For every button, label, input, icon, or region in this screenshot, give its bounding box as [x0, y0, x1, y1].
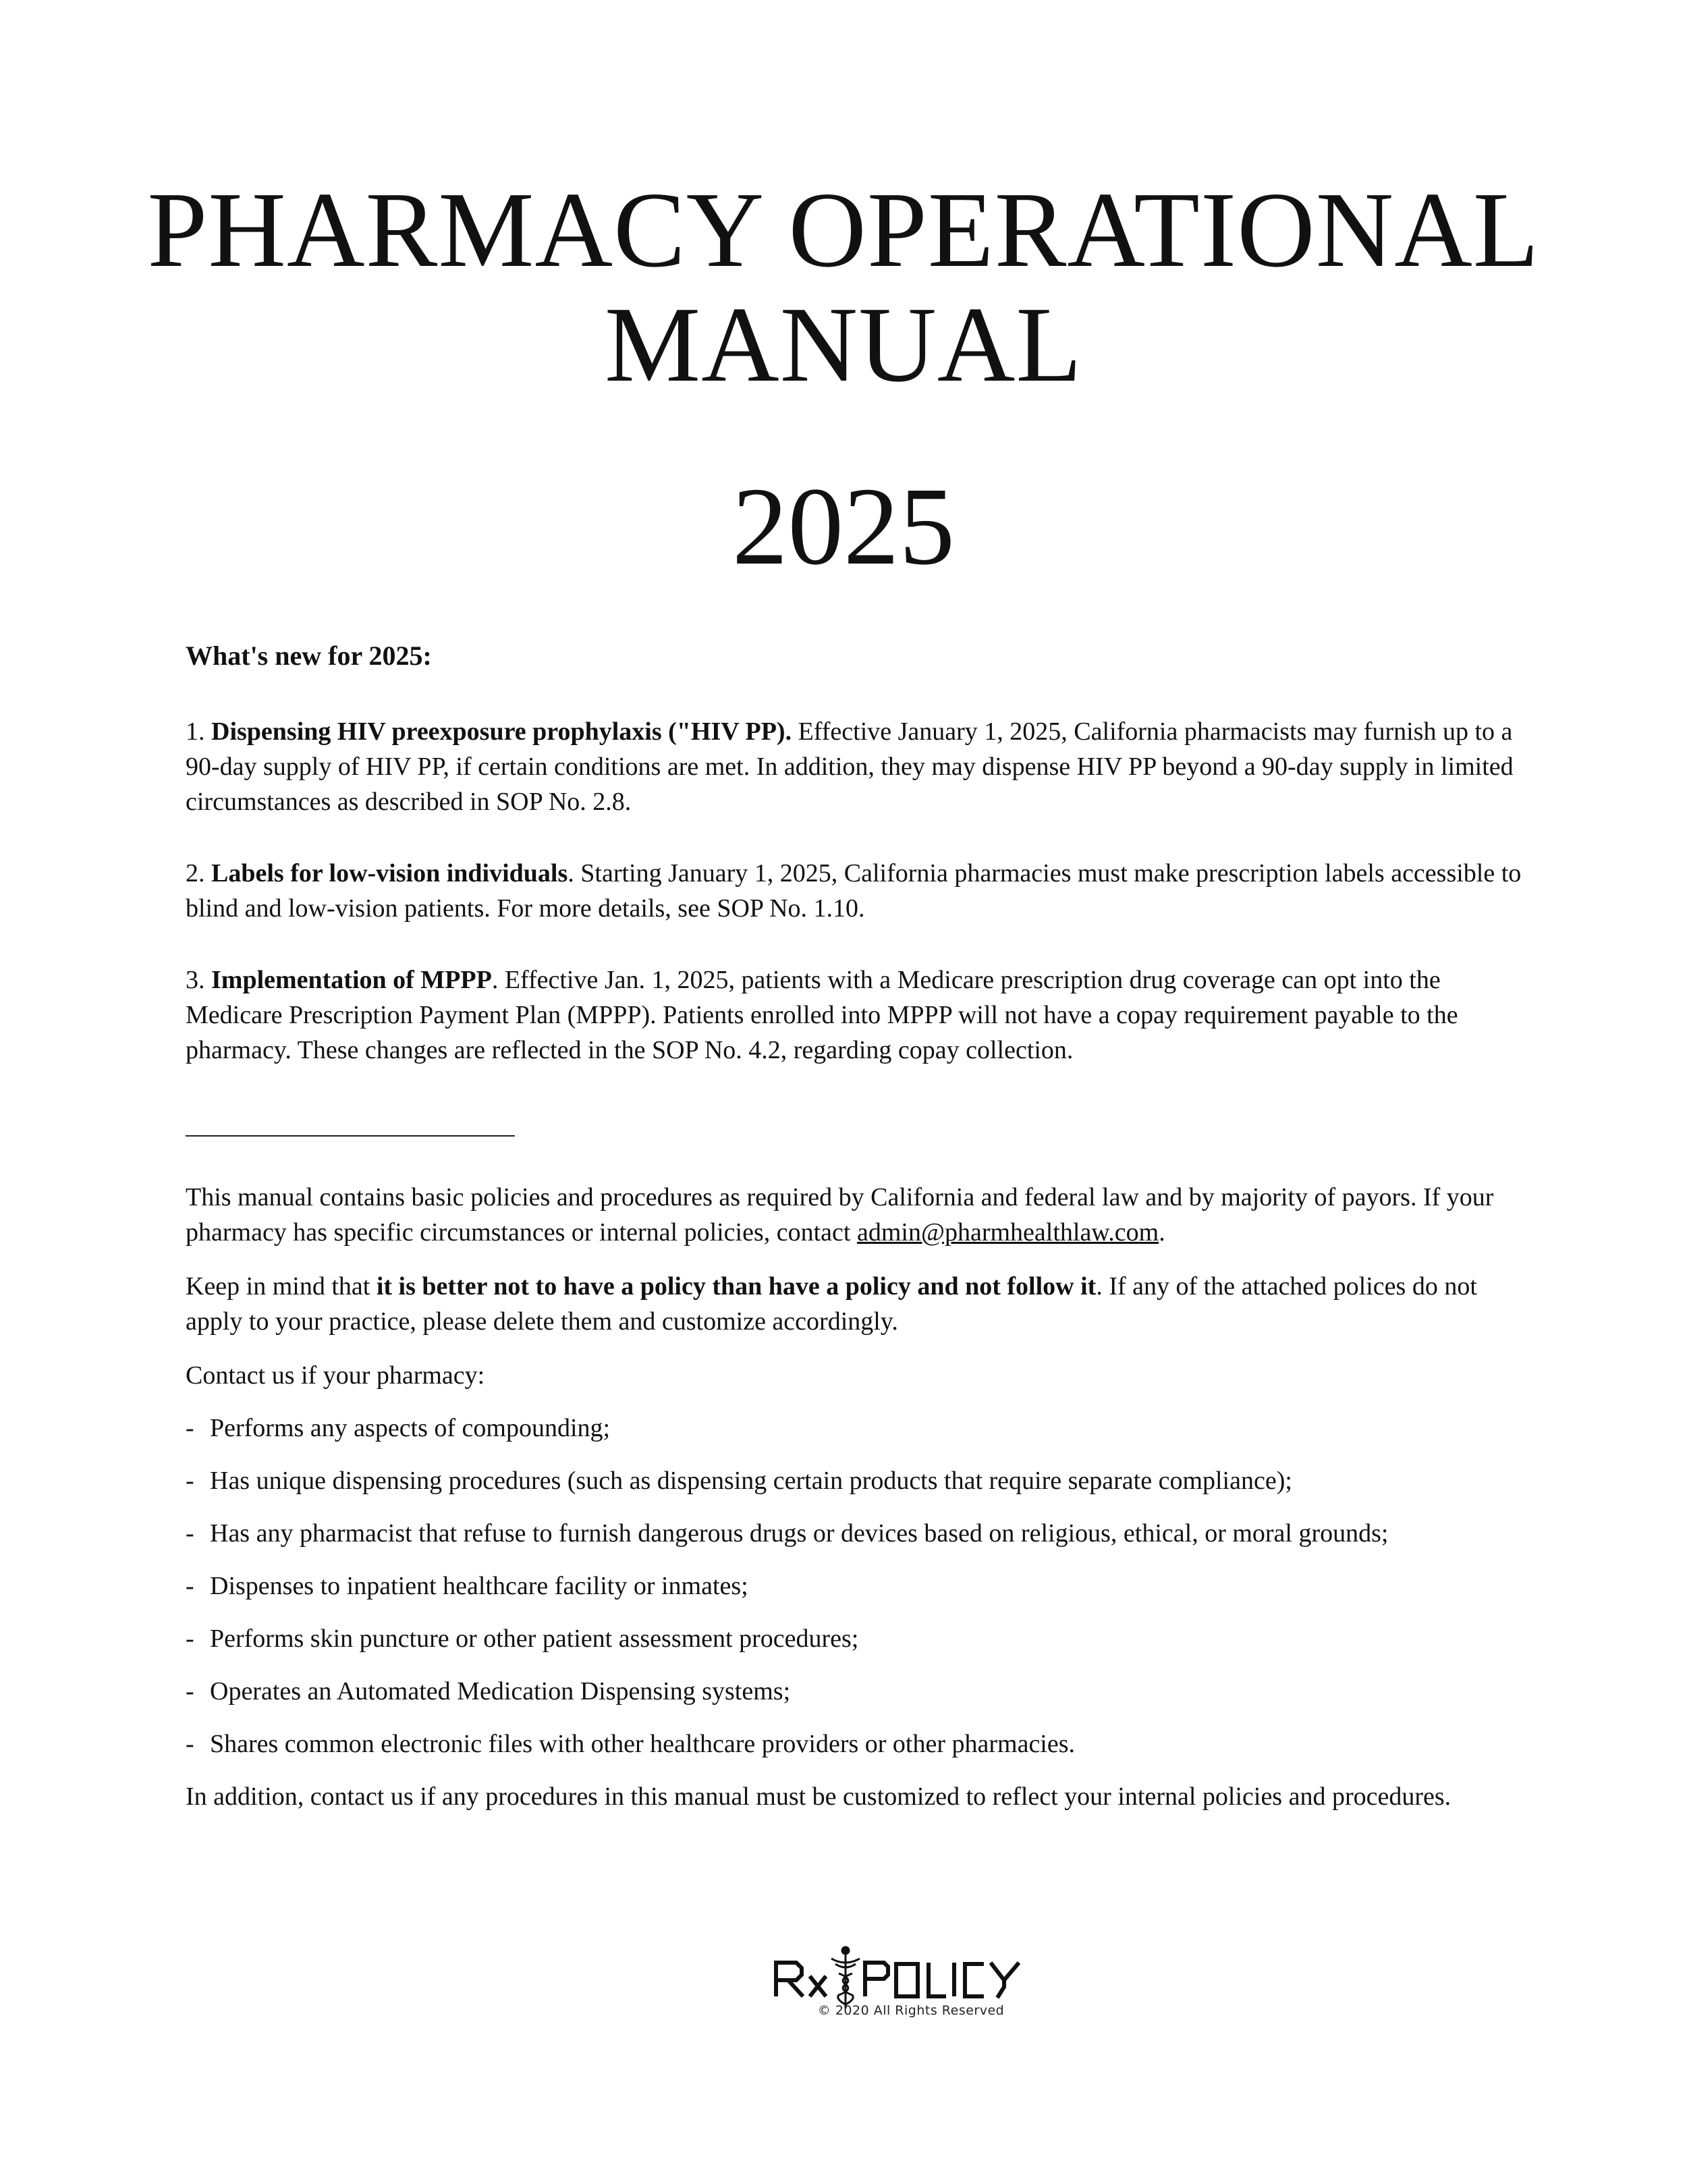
- document-year: 2025: [732, 464, 955, 588]
- item-1-text: Effective January 1, 2025, California pharmacists may furnish up to a 90-day supply of HIV PP, if certain conditions are met. In addition, they may dispense HIV PP beyond a 90-day supply in limited circumstances as described in SOP No. 2.8.: [186, 717, 1514, 816]
- intro-paragraph: This manual contains basic policies and procedures as required by California and federal law and by majority of payors. If your pharmacy has specific circumstances or internal policies, contact admin@pharmhealthlaw.com.: [186, 1183, 1494, 1247]
- list-item: - Shares common electronic files with other healthcare providers or other pharmacies.: [186, 1730, 1076, 1758]
- item-1-title: Dispensing HIV preexposure prophylaxis ("HIV PP).: [211, 717, 792, 746]
- contact-heading: Contact us if your pharmacy:: [186, 1361, 485, 1390]
- policy-warning-emphasis: it is better not to have a policy than have a policy and not follow it: [376, 1272, 1097, 1301]
- whats-new-heading: What's new for 2025:: [186, 640, 432, 671]
- list-item: - Operates an Automated Medication Dispensing systems;: [186, 1677, 791, 1705]
- section-divider: [186, 1135, 515, 1137]
- whats-new-item-3: 3. Implementation of MPPP. Effective Jan. 1, 2025, patients with a Medicare prescription drug coverage can opt into the Medicare Prescription Payment Plan (MPPP). Patients enrolled into MPPP will not have a copay requirement payable to the pharmacy. These changes are reflected in the SOP No. 4.2, regarding copay collection.: [186, 966, 1458, 1064]
- item-2-text: . Starting January 1, 2025, California pharmacies must make prescription labels accessible to blind and low-vision patients. For more details, see SOP No. 1.10.: [186, 859, 1522, 923]
- contact-email-link[interactable]: admin@pharmhealthlaw.com: [856, 1218, 1159, 1247]
- logo-copyright: © 2020 All Rights Reserved: [817, 2003, 1005, 2018]
- closing-paragraph: In addition, contact us if any procedures in this manual must be customized to reflect your internal policies and procedures.: [186, 1782, 1451, 1811]
- list-item: - Has any pharmacist that refuse to furnish dangerous drugs or devices based on religious, ethical, or moral grounds;: [186, 1519, 1389, 1548]
- list-item: - Performs any aspects of compounding;: [186, 1414, 611, 1442]
- item-3-title: Implementation of MPPP: [211, 966, 492, 994]
- list-item: - Performs skin puncture or other patient assessment procedures;: [186, 1625, 859, 1653]
- list-item: - Dispenses to inpatient healthcare facility or inmates;: [186, 1572, 748, 1600]
- whats-new-item-2: 2. Labels for low-vision individuals. Starting January 1, 2025, California pharmacies must make prescription labels accessible to blind and low-vision patients. For more details, see SOP No. 1.10.: [186, 859, 1522, 923]
- policy-warning-paragraph: Keep in mind that it is better not to have a policy than have a policy and not follow it. If any of the attached polices do not apply to your practice, please delete them and customize accordingly.: [186, 1272, 1477, 1336]
- whats-new-item-1: 1. Dispensing HIV preexposure prophylaxis ("HIV PP). Effective January 1, 2025, California pharmacists may furnish up to a 90-day supply of HIV PP, if certain conditions are met. In addition, they may dispense HIV PP beyond a 90-day supply in limited circumstances as described in SOP No. 2.8.: [186, 717, 1514, 816]
- rxpolicy-logo: [769, 1944, 1053, 2045]
- caduceus-icon: [831, 1947, 860, 2009]
- item-2-title: Labels for low-vision individuals: [211, 859, 568, 888]
- item-3-text: . Effective Jan. 1, 2025, patients with a Medicare prescription drug coverage can opt into the Medicare Prescription Payment Plan (MPPP). Patients enrolled into MPPP will not have a copay requirement payable to the pharmacy. These changes are reflected in the SOP No. 4.2, regarding copay collection.: [186, 966, 1458, 1064]
- document-title-line2: MANUAL: [604, 284, 1083, 404]
- document-title-line1: PHARMACY OPERATIONAL: [147, 169, 1540, 290]
- list-item: - Has unique dispensing procedures (such as dispensing certain products that require separate compliance);: [186, 1467, 1292, 1495]
